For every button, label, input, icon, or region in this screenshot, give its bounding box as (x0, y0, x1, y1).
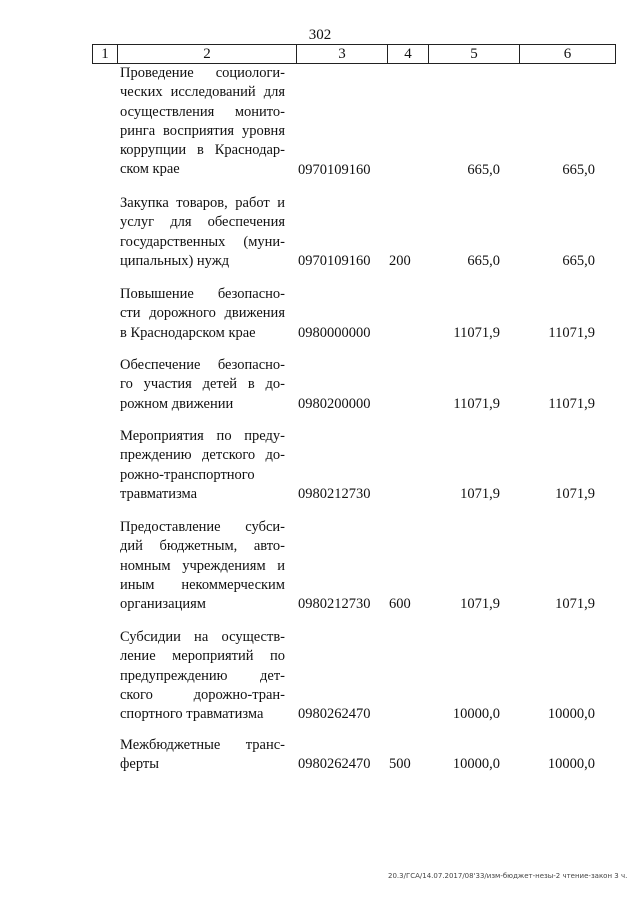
row-code: 0980212730 (298, 485, 371, 502)
column-header-6: 6 (520, 45, 616, 64)
description-line: Повышение безопасно- (120, 286, 285, 302)
row-amount-6: 10000,0 (547, 756, 595, 773)
row-amount-6: 10000,0 (547, 706, 595, 723)
document-footer: 20.3/ГСА/14.07.2017/08'33/изм-бюджет-незы-2 чтение-закон 3 ч. (388, 872, 628, 880)
description-line: ческих исследований для (120, 84, 285, 101)
row-amount-5: 1071,9 (460, 485, 500, 502)
row-amount-5: 11071,9 (453, 395, 500, 412)
row-amount-6: 665,0 (562, 161, 595, 178)
description-line: ском крае (120, 161, 180, 178)
row-amount-6: 11071,9 (548, 395, 595, 412)
description-line: организациям (120, 596, 206, 613)
row-amount-5: 10000,0 (452, 706, 500, 723)
description-line: Межбюджетные транс- (120, 737, 285, 753)
row-code: 0970109160 (298, 161, 371, 178)
description-line: Обеспечение безопасно- (120, 357, 285, 373)
description-line: ринга восприятия уровня (120, 122, 285, 139)
description-line: ципальных) нужд (120, 252, 230, 269)
description-line: рожном движении (120, 395, 234, 412)
row-code: 0980212730 (298, 596, 371, 613)
column-header-1: 1 (93, 45, 118, 64)
description-line: услуг для обеспечения (120, 214, 285, 231)
row-expense-type: 500 (389, 756, 411, 773)
description-line: ление мероприятий по (120, 648, 285, 665)
description-line: Проведение социологи- (120, 65, 285, 81)
row-description (120, 427, 285, 504)
column-header-2: 2 (118, 45, 297, 64)
row-amount-5: 10000,0 (452, 756, 500, 773)
page-number: 302 (308, 27, 332, 43)
row-description (120, 518, 285, 614)
row-expense-type: 600 (389, 596, 411, 613)
description-line: дий бюджетным, авто- (120, 538, 285, 555)
description-line: коррупции в Краснодар- (120, 142, 285, 159)
description-line: Предоставление субси- (120, 519, 285, 535)
description-line: номным учреждениям и (120, 557, 285, 574)
row-amount-6: 11071,9 (548, 324, 595, 341)
description-line: преждению детского до- (120, 447, 285, 464)
description-line: в Краснодарском крае (120, 324, 256, 341)
column-header-3: 3 (297, 45, 388, 64)
row-description (120, 736, 285, 775)
row-amount-5: 11071,9 (453, 324, 500, 341)
column-header-4: 4 (388, 45, 429, 64)
description-line: государственных (муни- (120, 233, 285, 250)
description-line: спортного травматизма (120, 706, 264, 723)
row-amount-5: 665,0 (467, 252, 500, 269)
description-line: Закупка товаров, работ и (120, 195, 285, 211)
row-amount-6: 1071,9 (555, 596, 595, 613)
row-code: 0980200000 (298, 395, 371, 412)
description-line: ферты (120, 756, 159, 773)
description-line: Субсидии на осуществ- (120, 629, 285, 645)
row-amount-6: 665,0 (562, 252, 595, 269)
row-code: 0980000000 (298, 324, 371, 341)
row-description (120, 194, 285, 271)
row-code: 0970109160 (298, 252, 371, 269)
row-description (120, 285, 285, 343)
row-description (120, 356, 285, 414)
row-amount-5: 1071,9 (460, 596, 500, 613)
description-line: иным некоммерческим (120, 576, 285, 593)
description-line: рожно-транспортного (120, 466, 255, 483)
description-line: Мероприятия по преду- (120, 428, 285, 444)
row-description (120, 628, 285, 724)
row-description (120, 64, 285, 180)
description-line: сти дорожного движения (120, 305, 285, 322)
row-amount-6: 1071,9 (555, 485, 595, 502)
description-line: травматизма (120, 485, 198, 502)
description-line: осуществления монито- (120, 103, 285, 120)
row-expense-type: 200 (389, 252, 411, 269)
row-code: 0980262470 (298, 756, 371, 773)
description-line: го участия детей в до- (120, 376, 285, 393)
row-code: 0980262470 (298, 706, 371, 723)
row-amount-5: 665,0 (467, 161, 500, 178)
description-line: предупреждению дет- (120, 667, 285, 684)
column-header-5: 5 (429, 45, 520, 64)
column-header-table (92, 44, 616, 64)
description-line: ского дорожно-тран- (120, 686, 285, 703)
